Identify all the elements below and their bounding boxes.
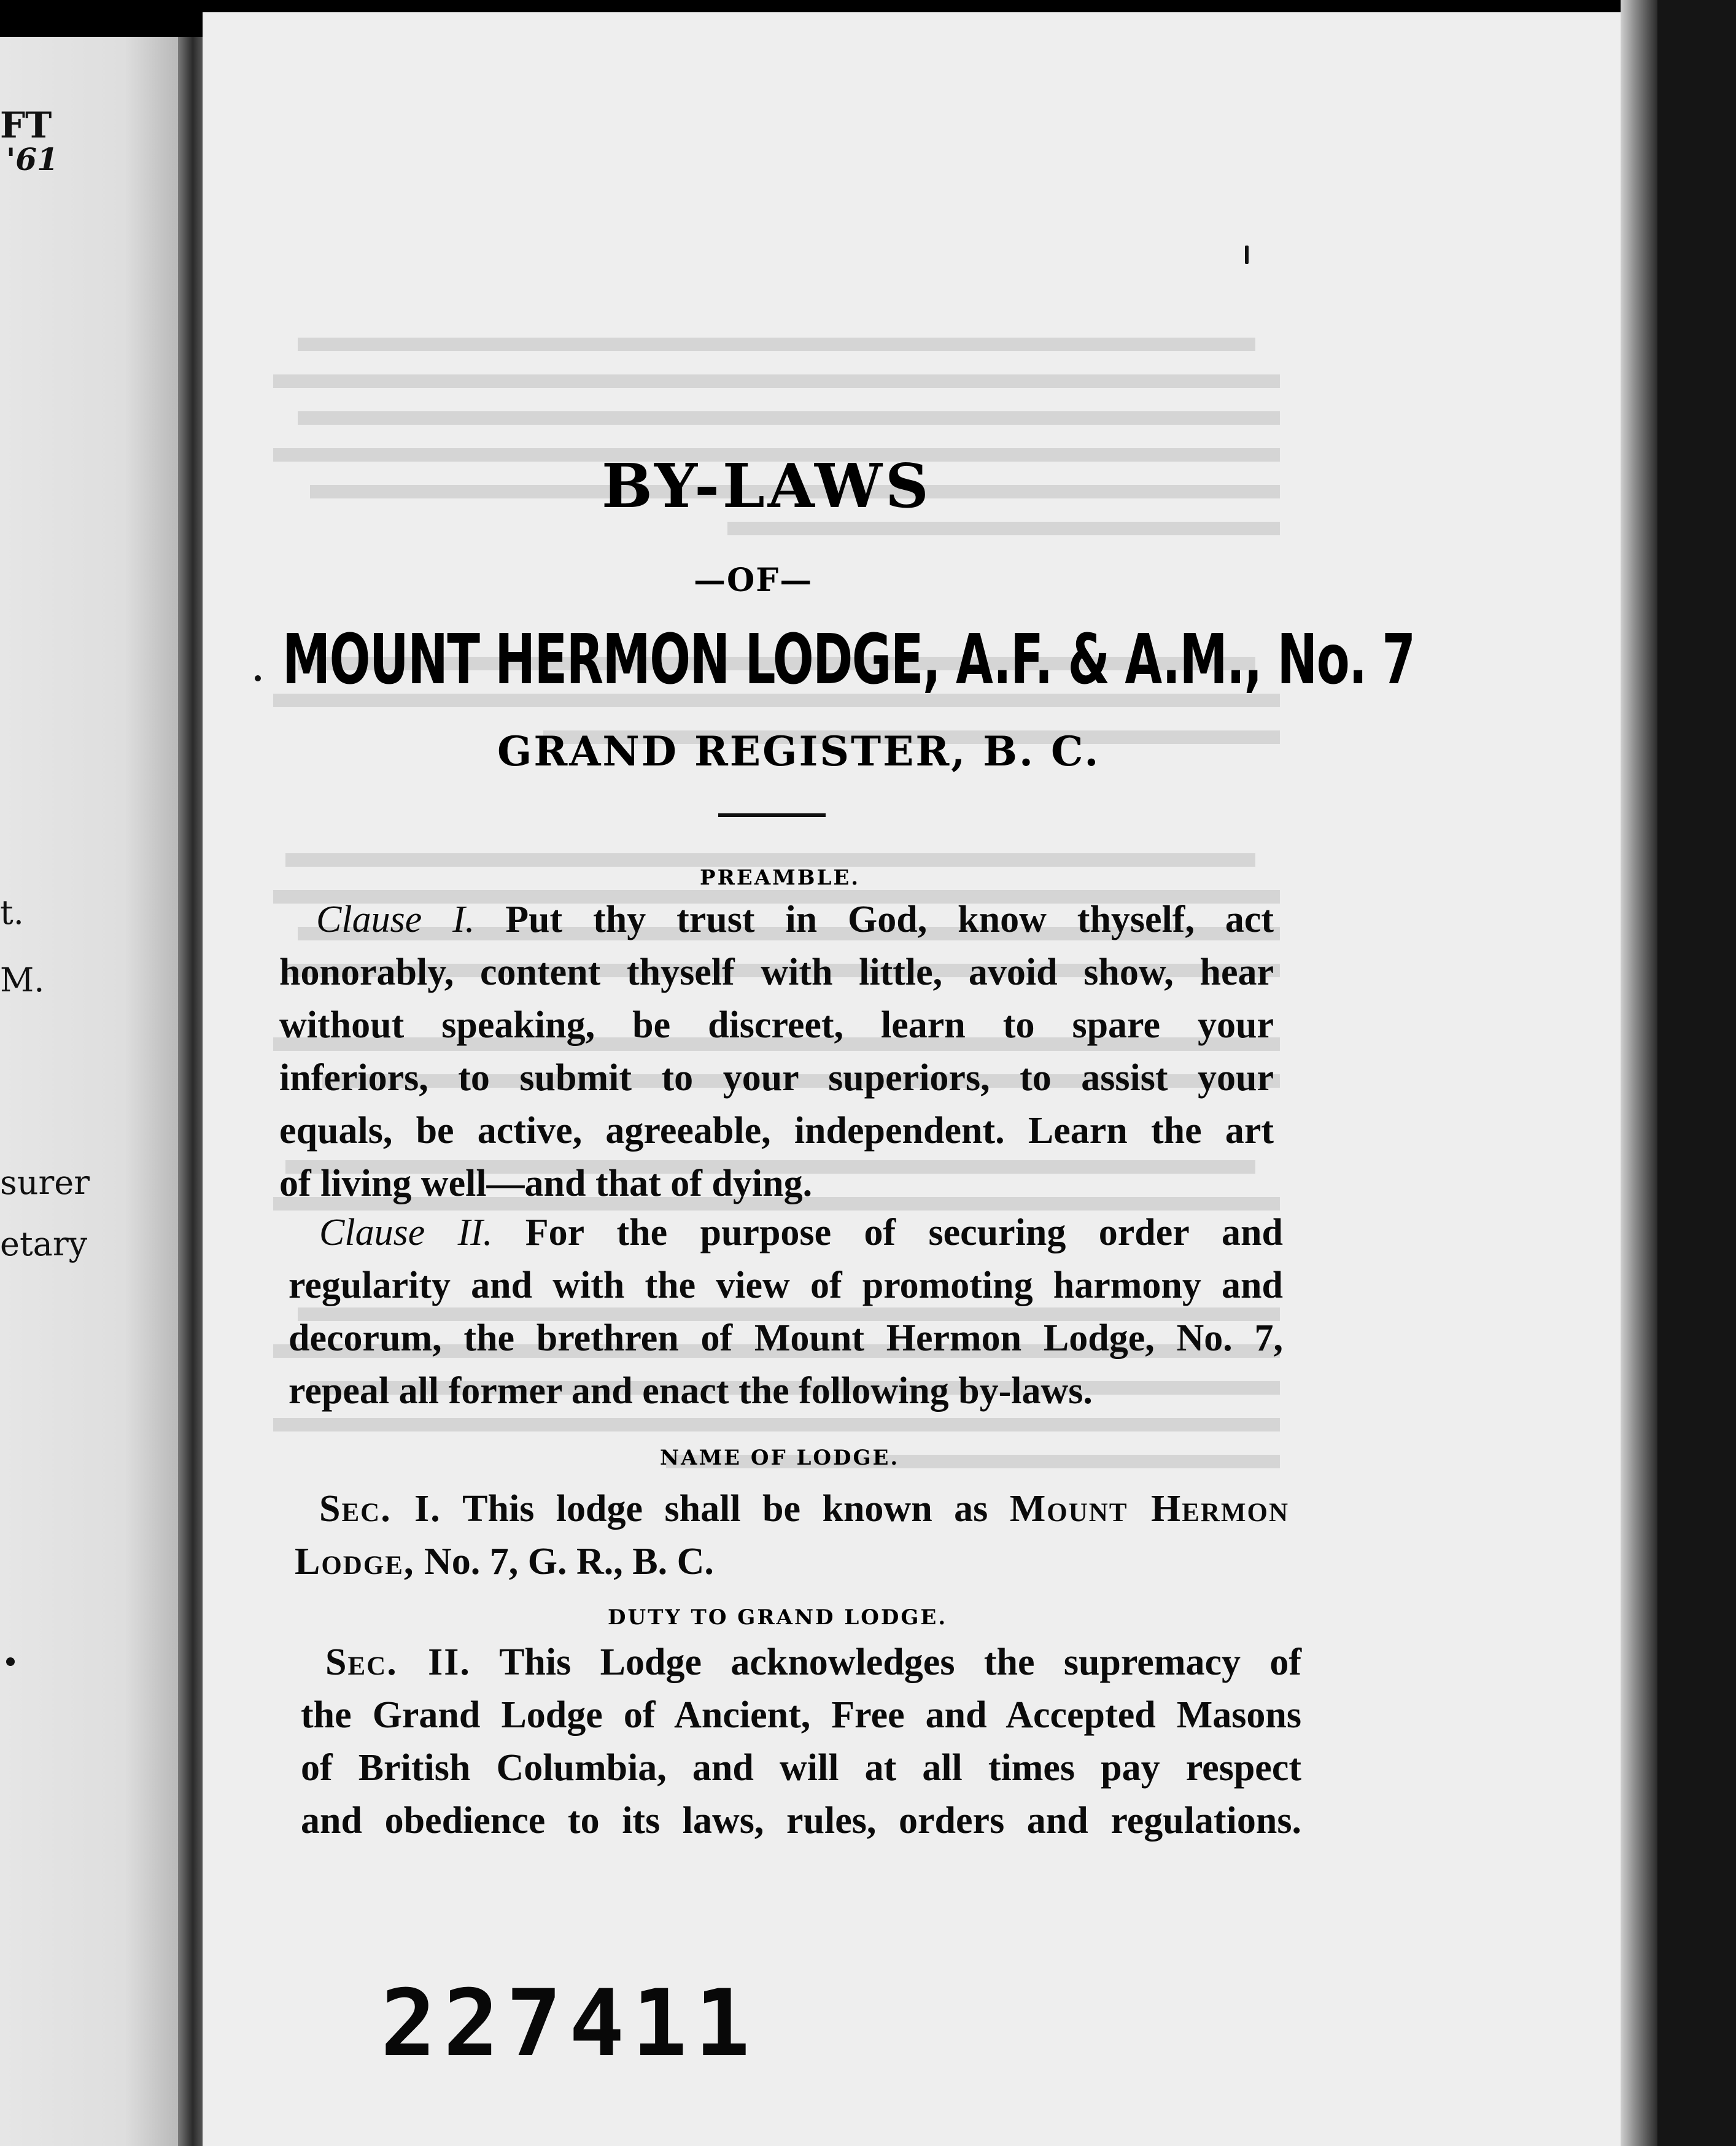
divider-rule <box>718 813 826 817</box>
section-1-lodge-word-sc: Lodge, <box>295 1541 415 1582</box>
section-2-text-1: This Lodge acknowledges the supremacy of <box>499 1641 1301 1683</box>
left-fragment-surer: surer <box>0 1163 90 1202</box>
right-background <box>1657 0 1736 2146</box>
grand-register-line: GRAND REGISTER, B. C. <box>497 727 1101 775</box>
section-1-text-1: This lodge shall be known as <box>462 1488 988 1530</box>
left-fragment-m: M. <box>0 961 45 999</box>
clause-1-paragraph <box>279 893 1274 1210</box>
section-2-paragraph <box>301 1636 1301 1847</box>
of-line: —OF— <box>694 562 813 599</box>
section-2-line-1 <box>301 1636 1301 1689</box>
clause-1-line-4: inferiors, to submit to your superiors, to assist your <box>279 1057 1274 1099</box>
name-of-lodge-heading: NAME OF LODGE. <box>660 1446 900 1470</box>
clause-1-line-2: honorably, content thyself with little, avoid show, hear <box>279 951 1274 993</box>
clause-2-line-3: decorum, the brethren of Mount Hermon Lodge, No. 7, <box>289 1317 1283 1359</box>
section-1-lead: Sec. I. <box>319 1488 441 1530</box>
clause-1-text-1: Put thy trust in God, know thyself, act <box>505 899 1274 940</box>
clause-1-lead: Clause I. <box>316 899 475 940</box>
clause-2-lead: Clause II. <box>319 1212 493 1253</box>
stamped-accession-number: 227411 <box>381 1970 758 2077</box>
clause-2-paragraph <box>289 1206 1283 1417</box>
section-1-line-2 <box>295 1535 1289 1588</box>
section-1-text-2: No. 7, G. R., B. C. <box>424 1541 714 1582</box>
page-mark-dot <box>1245 246 1249 264</box>
left-fragment-etary: etary <box>0 1225 88 1263</box>
section-2-line-2: the Grand Lodge of Ancient, Free and Accepted Masons <box>301 1694 1301 1736</box>
page-edge <box>1621 0 1657 2146</box>
section-2-line-3: of British Columbia, and will at all times pay respect <box>301 1747 1301 1789</box>
lodge-name-heading: MOUNT HERMON LODGE, A.F. & A.M., No. 7 <box>282 620 1415 700</box>
section-2-line-4: and obedience to its laws, rules, orders and regulations. <box>301 1800 1301 1842</box>
left-fragment-t: t. <box>0 893 24 932</box>
book-gutter <box>178 37 203 2146</box>
section-2-lead: Sec. II. <box>325 1641 471 1683</box>
clause-2-line-4: repeal all former and enact the following by-laws. <box>289 1370 1093 1412</box>
left-page-dot <box>6 1657 15 1666</box>
clause-2-text-1: For the purpose of securing order and <box>525 1212 1283 1253</box>
duty-heading: DUTY TO GRAND LODGE. <box>608 1605 948 1630</box>
section-1-paragraph <box>295 1482 1289 1588</box>
left-fragment-ft: FT <box>0 104 52 146</box>
section-1-line-1 <box>295 1482 1289 1535</box>
clause-2-line-1 <box>289 1206 1283 1259</box>
margin-dot <box>255 675 261 681</box>
page-title: BY-LAWS <box>602 451 932 522</box>
clause-1-line-3: without speaking, be discreet, learn to spare your <box>279 1004 1274 1046</box>
left-fragment-61: '61 <box>6 141 58 177</box>
preamble-heading: PREAMBLE. <box>700 866 861 890</box>
left-facing-page <box>0 37 178 2146</box>
clause-1-line-1 <box>279 893 1274 946</box>
clause-1-line-6: of living well—and that of dying. <box>279 1163 813 1204</box>
clause-2-line-2: regularity and with the view of promoting harmony and <box>289 1265 1283 1306</box>
clause-1-line-5: equals, be active, agreeable, independent. Learn the art <box>279 1110 1274 1152</box>
section-1-lodge-name-sc: Mount Hermon <box>1009 1488 1290 1530</box>
